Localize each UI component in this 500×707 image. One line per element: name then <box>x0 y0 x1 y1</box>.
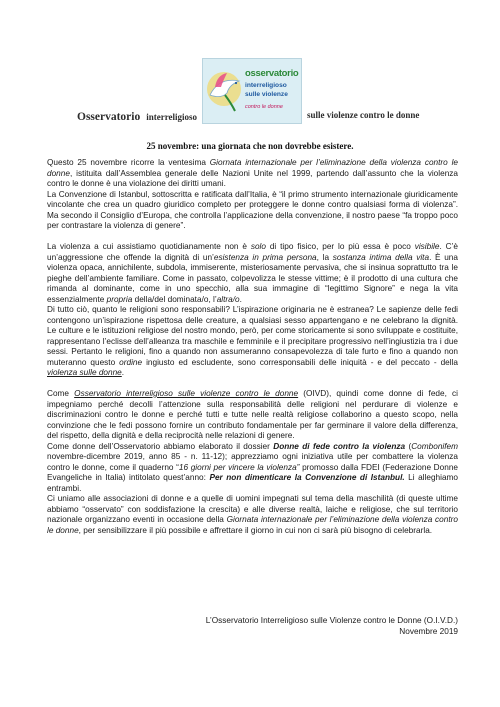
text-run: di tipo fisico, per lo più essa è poco <box>265 242 415 251</box>
text-run-bold-italic: Per non dimenticare la Convenzione di Istanbul. <box>209 473 405 482</box>
text-run-italic: Giornata internazionale per l’eliminazione della violenza contro le donne <box>47 515 458 535</box>
text-run-italic: altra/o <box>216 294 240 304</box>
org-name <box>77 107 197 125</box>
signature-block <box>47 616 458 637</box>
paragraph-1 <box>47 158 458 190</box>
text-run: Questo 25 novembre ricorre la ventesima <box>47 158 210 167</box>
signature-line-1: L’Osservatorio Interreligioso sulle Violenze contro le Donne (O.I.V.D.) <box>205 616 458 625</box>
text-run: La violenza a cui assistiamo quotidianamente non è <box>47 242 251 251</box>
paragraph-6 <box>47 442 458 495</box>
org-mid: interreligioso <box>146 112 198 122</box>
text-run: , istituita dall’Assemblea generale delle Nazioni Unite nel 1999, partendo dall’assunto che la violenza contro le donne è una violazione dei diritti umani. <box>47 168 458 188</box>
text-run-italic: esistenza in prima persona <box>213 252 317 262</box>
text-run: Come donne dell’Osservatorio abbiamo elaborato il dossier <box>47 441 274 451</box>
text-run: novembre-dicembre 2019, anno 85 - n. 11-12); apprezziamo ogni iniziativa utile per combattere la violenza contro le donne, come il quaderno “ <box>47 452 458 472</box>
text-run: . C’è un’aggressione che offende la dignità di un’ <box>47 242 458 262</box>
signature-date: Novembre 2019 <box>399 626 458 636</box>
text-run: Di tutto ciò, quanto le religioni sono responsabili? L’ispirazione originaria ne è estranea? Le sapienze delle fedi contengono un’ispirazione rispettosa delle creature, a qualsiasi sesso appartengano e ne celebrano la dignità. Le culture e le istituzioni religiose del nostro mondo, però, per come storicamente si sono sviluppate e costituite, rappresentano l’eclisse dell’alleanza tra maschile e femminile e il precipitare progressivo nell’ingiustizia tra i due sessi. Pertanto le religioni, fino a quando non assumeranno consapevolezza di tale furto e fino a quando non muteranno questo <box>47 305 458 367</box>
logo-line-4: contro le donne <box>245 104 283 110</box>
text-run-italic: 16 giorni per vincere la violenza” <box>178 462 300 472</box>
letterhead <box>0 0 500 125</box>
text-run: , per sensibilizzare il più possibile e affrettare il giorno in cui non ci sarà più bisogno di celebrarla. <box>78 525 433 535</box>
org-name-rest: sulle violenze contro le donne <box>307 110 420 120</box>
text-run: (OIVD), quindi come donne di fede, ci impegniamo perché decolli l’attenzione sulla responsabilità delle religioni nel perdurare di violenze e discriminazioni contro le donne e perché tutti e tutte nelle realtà religiose collaborino a questo scopo, nella convinzione che le fedi possono fornire un contributo fondamentale per far germinare il valore della differenza, del rispetto, della dignità e della reciprocità nelle relazioni di genere. <box>47 389 458 440</box>
text-run: ( <box>405 441 412 451</box>
text-run-italic: solo <box>250 242 266 251</box>
text-run-italic: visibile <box>414 242 440 251</box>
paragraph-5 <box>47 389 458 442</box>
text-run: Li alleghiamo entrambi. <box>47 473 458 493</box>
document-title: 25 novembre: una giornata che non dovrebbe esistere. <box>146 141 354 151</box>
paragraph-3 <box>47 242 458 305</box>
text-run: . <box>121 368 125 377</box>
logo <box>202 58 302 124</box>
text-run: della/del dominata/o, l’ <box>132 294 217 304</box>
text-run: promosso dalla FDEI (Federazione Donne Evangeliche in Italia) intitolato quest’anno: <box>47 462 458 482</box>
text-run: ingiusto ed escludente, sono corresponsabili delle iniquità - e del peccato - della <box>142 357 458 367</box>
text-run-italic: propria <box>106 294 133 304</box>
text-run-italic: ordine <box>119 357 143 367</box>
paragraph-7 <box>47 494 458 536</box>
document-body <box>47 158 458 536</box>
text-run-italic: sostanza intima della vita <box>332 252 430 262</box>
text-run: , la <box>316 252 333 262</box>
org-word: Osservatorio <box>77 111 141 123</box>
text-run-italic: Giornata internazionale per l’eliminazione della violenza contro le donne <box>47 158 458 178</box>
paragraph-2: La Convenzione di Istanbul, sottoscritta e ratificata dall’Italia, è “il primo strumento internazionale giuridicamente vincolante che crea un quadro giuridico completo per proteggere le donne contro qualsiasi forma di violenza”. Ma secondo il Consiglio d’Europa, che controlla l’applicazione della convenzione, il nostro paese “fa troppo poco per contrastare la violenza di genere”. <box>47 189 458 230</box>
text-run: . <box>239 294 242 304</box>
text-run: Come <box>47 389 75 398</box>
text-run: . È una violenza opaca, annichilente, subdola, immiserente, misteriosamente pervasiva, che si insinua soprattutto tra le pieghe dell’ambiente familiare. Come in passato, colpevolizza le stesse vittime; è il prodotto di una cultura che rimanda al dominante, come in uno specchio, alla sua immagine di “legittimo Signore” e nega la vita essenzialmente <box>47 252 458 304</box>
text-run-italic: Combonifem <box>411 441 458 451</box>
logo-line-3: sulle violenze <box>245 91 288 98</box>
text-run-italic-underlined: Osservatorio interreligioso sulle violenze contro le donne <box>74 389 299 398</box>
text-run: Ci uniamo alle associazioni di donne e a quelle di uomini impegnati sul tema della maschilità (di queste ultime abbiamo “osservato” con soddisfazione la crescita) e alle diverse realtà, laiche e religiose, che sul territorio nazionale organizzano eventi in occasione della <box>47 494 458 524</box>
logo-line-2: interreligioso <box>245 82 287 89</box>
text-run-bold-italic: Donne di fede contro la violenza <box>273 441 406 451</box>
paragraph-4 <box>47 305 458 379</box>
dove-icon <box>205 65 245 119</box>
text-run-italic-underlined: violenza sulle donne <box>47 368 122 377</box>
logo-line-1: osservatorio <box>245 68 299 79</box>
